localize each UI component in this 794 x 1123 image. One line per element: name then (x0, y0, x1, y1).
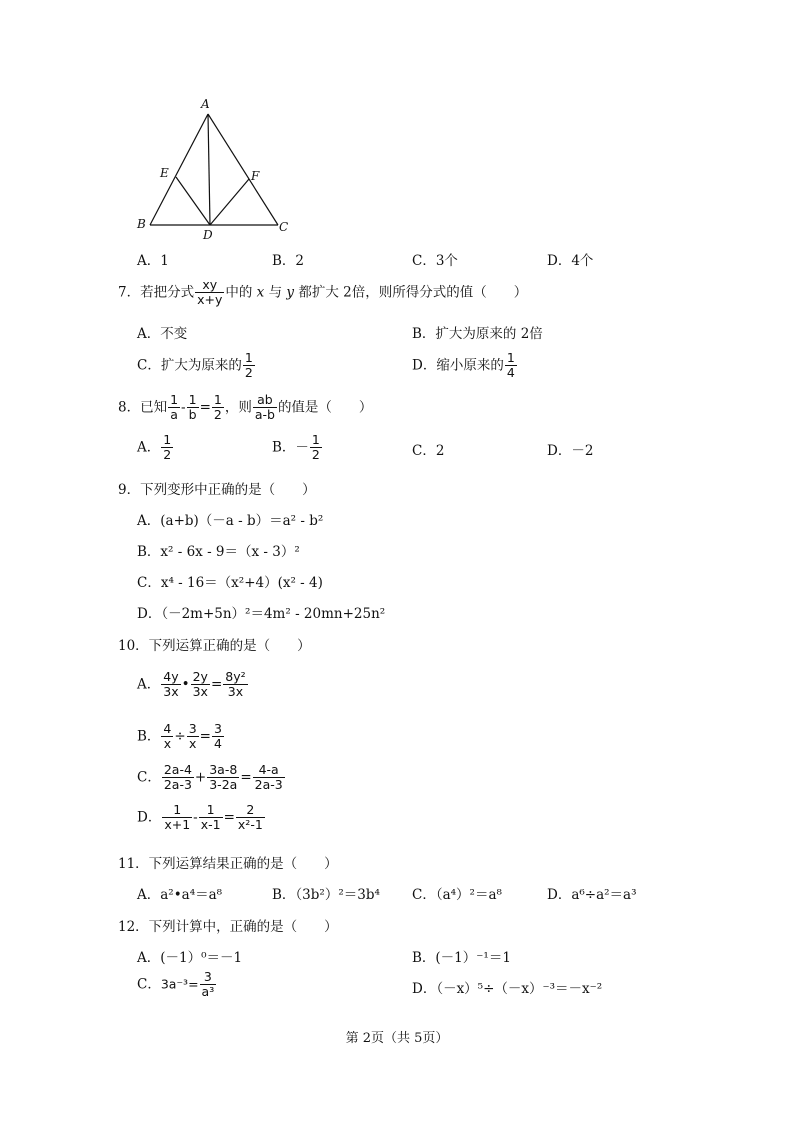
q9-option-b: B．x² - 6x - 9＝（x - 3）² (137, 544, 300, 560)
q12-option-b: B．(－1）⁻¹＝1 (412, 950, 511, 966)
q8-stem: 8．已知 $\frac{1}{a}$ - $\frac{1}{b}$ = $\frac{1}{2}$ ，则 $\frac{ab}{a-b}$ 的值是（ ） (118, 392, 373, 423)
q6-option-c: C．3个 (412, 253, 458, 269)
q9-option-c: C．x⁴ - 16＝（x²+4）(x² - 4) (137, 575, 323, 591)
q7-option-d: D．缩小原来的 $\frac{1}{4}$ (412, 350, 515, 381)
vertex-label-d: D (203, 228, 213, 242)
q12-option-c: C．3a⁻³= $\frac{3}{\text{a³}}$ (137, 969, 215, 1000)
q11-option-c: C．（a⁴）²＝a⁸ (412, 887, 502, 903)
q11-stem: 11．下列运算结果正确的是（ ） (118, 856, 338, 872)
page-footer: 第 2页（共 5页） (345, 1031, 449, 1046)
q9-option-a: A．(a+b)（－a - b）＝a² - b² (137, 513, 324, 529)
q11-option-b: B．（3b²）²＝3b⁴ (272, 887, 380, 903)
q6-option-b: B．2 (272, 253, 305, 269)
q11-option-a: A．a²•a⁴＝a⁸ (137, 887, 223, 903)
vertex-label-f: F (251, 169, 260, 183)
vertex-label-a: A (201, 97, 210, 111)
q7-stem: 7．若把分式 $\frac{xy}{x+y}$ 中的 x 与 y 都扩大 2倍，则所得分式的值（ ） (118, 277, 528, 308)
vertex-label-e: E (160, 166, 169, 180)
q11-option-d: D．a⁶÷a²＝a³ (547, 887, 637, 903)
q8-option-a: A． $\frac{1}{2}$ (137, 432, 172, 463)
vertex-label-b: B (137, 217, 146, 231)
q10-option-c: C． $\frac{2a-4}{2a-3}$ + $\frac{3a-8}{3-2a}$ = $\frac{4-a}{2a-3}$ (137, 762, 283, 793)
q9-option-d: D．（－2m+5n）²＝4m² - 20mn+25n² (137, 606, 386, 622)
q6-option-a: A．1 (137, 253, 169, 269)
q8-option-d: D．－2 (547, 443, 594, 459)
q7-fraction: $\frac{xy}{x+y}$ (197, 277, 223, 308)
q10-option-a: A． $\frac{4y}{3x}$ • $\frac{2y}{3x}$ = $\frac{\text{8y²}}{3x}$ (137, 669, 246, 700)
q12-option-a: A．(－1）⁰＝－1 (137, 950, 243, 966)
q7-option-c: C．扩大为原来的 $\frac{1}{2}$ (137, 350, 253, 381)
q10-stem: 10．下列运算正确的是（ ） (118, 638, 311, 654)
triangle-figure (130, 92, 300, 242)
q7-option-a: A．不变 (137, 326, 188, 342)
vertex-label-c: C (279, 220, 289, 234)
q12-option-d: D．（－x）⁵÷（－x）⁻³＝－x⁻² (412, 981, 603, 997)
q10-option-d: D． $\frac{1}{x+1}$ - $\frac{1}{x-1}$ = $\frac{2}{\text{x²-1}}$ (137, 802, 263, 833)
q7-option-b: B．扩大为原来的 2倍 (412, 326, 543, 342)
q8-option-c: C．2 (412, 443, 445, 459)
q8-option-b: B．－ $\frac{1}{2}$ (272, 432, 320, 463)
q9-stem: 9．下列变形中正确的是（ ） (118, 482, 316, 498)
q12-stem: 12．下列计算中，正确的是（ ） (118, 919, 338, 935)
q10-option-b: B． $\frac{4}{x}$ ÷ $\frac{3}{x}$ = $\frac{3}{4}$ (137, 721, 222, 752)
q6-option-d: D．4个 (547, 253, 594, 269)
